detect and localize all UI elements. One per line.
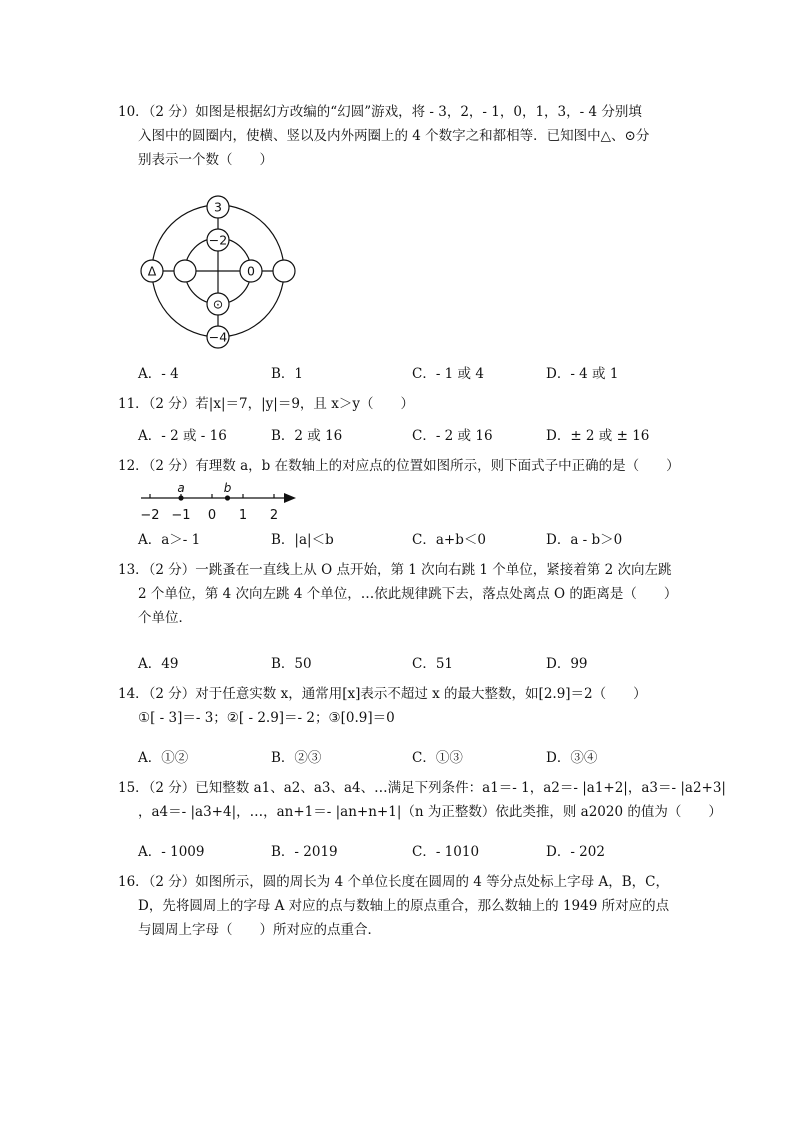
option-d[interactable]: D．a - b＞0 [546,532,623,548]
option-c[interactable]: C．a+b＜0 [412,532,486,548]
node-inner-right-label: 0 [247,263,255,279]
number-line-point-label: a [177,482,185,495]
option-c[interactable]: C．- 2 或 16 [412,428,493,444]
number-line-tick-label: 1 [238,508,248,523]
option-c[interactable]: C．①③ [412,750,463,766]
option-c[interactable]: C．- 1 或 4 [412,366,484,382]
option-b[interactable]: B．1 [271,366,304,382]
option-c[interactable]: C．- 1010 [412,844,480,860]
number-line-tick-label: 2 [269,508,279,523]
option-d[interactable]: D．- 4 或 1 [546,366,619,382]
option-a[interactable]: A．a＞- 1 [138,532,201,548]
option-c[interactable]: C．51 [412,656,454,672]
number-line-tick-label: −1 [171,508,191,523]
number-line-figure [138,482,308,526]
question-text-line: 个单位． [138,610,192,626]
question-14-options [138,746,678,768]
magic-circle-figure [138,194,298,354]
question-10 [118,100,678,172]
option-b[interactable]: B．|a|＜b [271,532,334,548]
option-a[interactable]: A．- 2 或 - 16 [138,428,227,444]
question-16 [118,870,678,942]
question-10-options [138,362,678,384]
question-12-options [138,528,678,550]
option-a[interactable]: A．①② [138,750,189,766]
question-text-line: 2 个单位，第 4 次向左跳 4 个单位，…依此规律跳下去，落点处离点 O 的距离是（ ） [138,586,678,602]
question-13-options [138,652,678,674]
node-left-label: Δ [147,263,157,279]
question-text-line: ，a4＝- |a3+4|，…，an+1＝- |an+n+1|（n 为正整数）依此类推，则 a2020 的值为（ ） [138,804,722,820]
question-text-line: 16．（2 分）如图所示，圆的周长为 4 个单位长度在圆周的 4 等分点处标上字母 A，B，C， [118,874,669,890]
option-d[interactable]: D．- 202 [546,844,605,860]
node-inner-top-label: −2 [208,232,228,248]
option-b[interactable]: B．- 2019 [271,844,338,860]
option-d[interactable]: D．③④ [546,750,598,766]
question-11-options [138,424,678,446]
question-text-line: 13．（2 分）一跳蚤在一直线上从 O 点开始，第 1 次向右跳 1 个单位，紧接着第 2 次向左跳 [118,562,672,578]
question-text-line: 12．（2 分）有理数 a，b 在数轴上的对应点的位置如图所示，则下面式子中正确的是（ ） [118,458,680,474]
option-a[interactable]: A．- 1009 [138,844,205,860]
option-a[interactable]: A．49 [138,656,179,672]
question-text-line: 入图中的圆圈内，使横、竖以及内外两圈上的 4 个数字之和都相等．已知图中△、⊙分 [138,128,650,144]
question-15 [118,776,726,824]
question-text-line: 15．（2 分）已知整数 a1、a2、a3、a4、…满足下列条件：a1＝- 1，a2＝- |a1+2|，a3＝- |a2+3| [118,780,726,796]
number-line-tick-label: −2 [140,508,160,523]
number-line-point-label: b [223,482,232,495]
question-text-line: 11．（2 分）若|x|＝7，|y|＝9，且 x＞y（ ） [118,396,414,412]
option-d[interactable]: D．99 [546,656,588,672]
option-b[interactable]: B．2 或 16 [271,428,343,444]
question-12 [118,454,678,478]
option-b[interactable]: B．50 [271,656,312,672]
node-top-label: 3 [214,199,222,215]
question-text-line: D，先将圆周上的字母 A 对应的点与数轴上的原点重合，那么数轴上的 1949 所对应的点 [138,898,670,914]
question-text-line: 别表示一个数（ ） [138,152,273,168]
question-13 [118,558,678,630]
option-d[interactable]: D．± 2 或 ± 16 [546,428,650,444]
question-text-line: 10．（2 分）如图是根据幻方改编的“幻圆”游戏，将 - 3，2，- 1，0，1，3，- 4 分别填 [118,104,642,120]
number-line-arrow [284,493,296,503]
number-line-point-a [178,495,183,500]
option-a[interactable]: A．- 4 [138,366,179,382]
node-inner-bottom-label: ⊙ [212,296,224,312]
node-right [273,260,295,282]
question-text-line: 14．（2 分）对于任意实数 x，通常用[x]表示不超过 x 的最大整数，如[2.9]＝2（ ） [118,686,647,702]
question-11 [118,392,678,416]
number-line-point-b [225,495,230,500]
question-text-line: ①[ - 3]＝- 3；②[ - 2.9]＝- 2；③[0.9]＝0 [138,710,395,726]
option-b[interactable]: B．②③ [271,750,322,766]
question-text-line: 与圆周上字母（ ）所对应的点重合． [138,922,381,938]
number-line-tick-label: 0 [207,508,217,523]
question-14 [118,682,678,730]
question-15-options [138,840,678,862]
node-bottom-label: −4 [208,329,228,345]
node-inner-left [174,260,196,282]
